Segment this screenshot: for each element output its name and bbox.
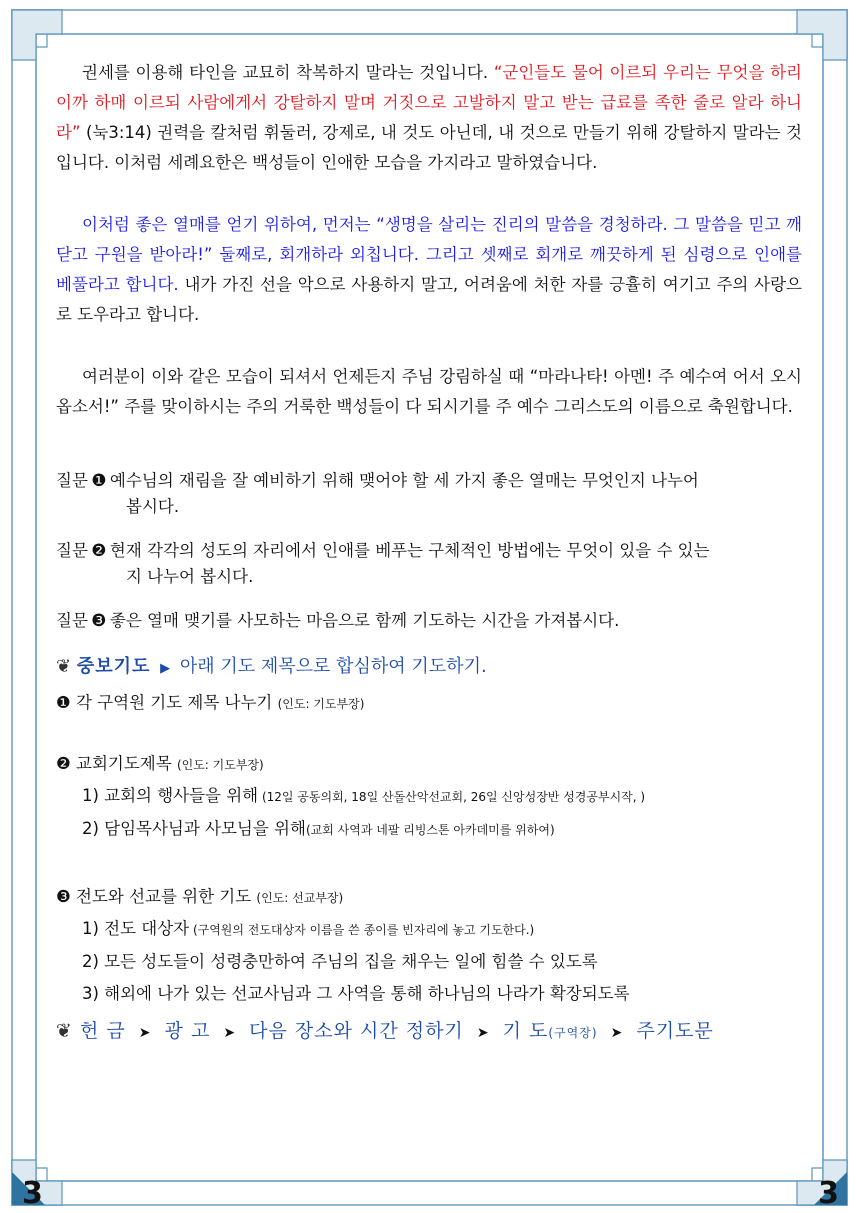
paragraph-2-rest: 내가 가진 선을 악으로 사용하지 말고, 어려움에 처한 자를 긍휼히 여기고 주의 사랑으로 도우라고 합니다. bbox=[56, 275, 802, 324]
paragraph-1-rest: (눅3:14) 권력을 칼처럼 휘둘러, 강제로, 내 것도 아닌데, 내 것으로 만들기 위해 강탈하지 말라는 것입니다. 이처럼 세례요한은 백성들이 인애한 모습을 가지라고 말하였습니다. bbox=[56, 123, 802, 172]
footer-step-prayer-note: (구역장) bbox=[548, 1026, 598, 1040]
number-1-icon: ❶ bbox=[56, 693, 71, 712]
question-2-cont: 지 나누어 봅시다. bbox=[126, 567, 254, 586]
question-label: 질문 bbox=[56, 471, 88, 490]
footer-step-announcements: 광 고 bbox=[164, 1020, 211, 1042]
prayer-item-text: 각 구역원 기도 제목 나누기 bbox=[76, 693, 273, 712]
number-2-icon: ❷ bbox=[91, 541, 107, 561]
flower-ornament-icon: ❦ bbox=[56, 656, 72, 677]
number-3-icon: ❸ bbox=[91, 611, 107, 631]
question-text: 현재 각각의 성도의 자리에서 인애를 베푸는 구체적인 방법에는 무엇이 있을 수 있는 bbox=[109, 541, 710, 560]
number-1-icon: ❶ bbox=[91, 471, 107, 491]
paragraph-3: 여러분이 이와 같은 모습이 되셔서 언제든지 주님 강림하실 때 “마라나타! 아멘! 주 예수여 어서 오시옵소서!” 주를 맞이하시는 주의 거룩한 백성들이 다 되시기를 주 예수 그리스도의 이름으로 축원합니다. bbox=[56, 367, 802, 416]
sub-item bbox=[56, 813, 802, 846]
sub-item-text: 3) 해외에 나가 있는 선교사님과 그 사역을 통해 하나님의 나라가 확장되도록 bbox=[82, 984, 630, 1003]
footer-step-schedule: 다음 장소와 시간 정하기 bbox=[249, 1020, 464, 1042]
footer-step-lords-prayer: 주기도문 bbox=[636, 1020, 714, 1042]
sub-item bbox=[56, 780, 802, 813]
worship-order-footer bbox=[56, 1016, 802, 1048]
intercessory-prayer-heading bbox=[56, 652, 802, 684]
question-text: 예수님의 재림을 잘 예비하기 위해 맺어야 할 세 가지 좋은 열매는 무엇인지 나누어 bbox=[109, 471, 699, 490]
prayer-item-3 bbox=[56, 882, 802, 913]
footer-step-offering: 헌 금 bbox=[79, 1020, 126, 1042]
sub-item bbox=[56, 913, 802, 946]
page-content bbox=[56, 58, 802, 1048]
section-title: 중보기도 bbox=[76, 656, 151, 677]
question-3 bbox=[56, 606, 802, 636]
sub-item bbox=[56, 978, 802, 1010]
prayer-item-text: 교회기도제목 bbox=[76, 754, 172, 773]
number-2-icon: ❷ bbox=[56, 754, 71, 773]
paragraph-1 bbox=[56, 58, 802, 178]
sub-item-text: 1) 전도 대상자 bbox=[82, 919, 190, 938]
sub-item bbox=[56, 946, 802, 978]
prayer-item-leader: (인도: 기도부장) bbox=[176, 758, 264, 772]
prayer-item-1 bbox=[56, 688, 802, 719]
sub-item-text: 2) 담임목사님과 사모님을 위해 bbox=[82, 819, 306, 838]
prayer-item-text: 전도와 선교를 위한 기도 bbox=[76, 887, 252, 906]
sub-item-note: (구역원의 전도대상자 이름을 쓴 종이를 빈자리에 놓고 기도한다.) bbox=[189, 923, 535, 937]
prayer-item-leader: (인도: 기도부장) bbox=[277, 697, 365, 711]
question-text: 좋은 열매 맺기를 사모하는 마음으로 함께 기도하는 시간을 가져봅시다. bbox=[109, 611, 620, 630]
flower-ornament-icon: ❦ bbox=[56, 1020, 73, 1042]
sub-item-note: (12일 공동의회, 18일 산돌산악선교회, 26일 신앙성장반 성경공부시작, ) bbox=[258, 790, 646, 804]
prayer-item-2 bbox=[56, 749, 802, 780]
page-number-left: 3 bbox=[22, 1176, 43, 1211]
prayer-item-leader: (인도: 선교부장) bbox=[256, 891, 344, 905]
section-instruction: 아래 기도 제목으로 합심하여 기도하기. bbox=[179, 656, 487, 677]
arrow-icon: ➤ bbox=[138, 1025, 152, 1041]
triangle-arrow-icon: ▶ bbox=[160, 661, 171, 676]
scripture-quote: “군인들도 물어 이르되 우리는 무엇을 하리이까 하매 이르되 사람에게서 강탈하지 말며 거짓으로 고발하지 말고 받는 급료를 족한 줄로 알라 하니라” bbox=[56, 63, 802, 142]
question-1-cont: 봅시다. bbox=[126, 497, 180, 516]
footer-step-prayer: 기 도 bbox=[502, 1020, 549, 1042]
paragraph-2 bbox=[56, 210, 802, 330]
page-number-right: 3 bbox=[818, 1176, 839, 1211]
sub-item-text: 1) 교회의 행사들을 위해 bbox=[82, 786, 259, 805]
arrow-icon: ➤ bbox=[223, 1025, 237, 1041]
sub-item-text: 2) 모든 성도들이 성령충만하여 주님의 집을 채우는 일에 힘쓸 수 있도록 bbox=[82, 952, 598, 971]
number-3-icon: ❸ bbox=[56, 887, 71, 906]
paragraph-1-lead: 권세를 이용해 타인을 교묘히 착복하지 말라는 것입니다. bbox=[82, 63, 494, 82]
paragraph-2-highlight: 이처럼 좋은 열매를 얻기 위하여, 먼저는 “생명을 살리는 진리의 말씀을 경청하라. 그 말씀을 믿고 깨닫고 구원을 받아라!” 둘째로, 회개하라 외칩니다. 그리고 셋째로 회개로 깨끗하게 된 심령으로 인애를 베풀라고 합니다. bbox=[56, 215, 802, 294]
question-label: 질문 bbox=[56, 611, 88, 630]
arrow-icon: ➤ bbox=[476, 1025, 490, 1041]
question-label: 질문 bbox=[56, 541, 88, 560]
sub-item-note: (교회 사역과 네팔 리빙스톤 아카데미를 위하여) bbox=[305, 823, 555, 837]
arrow-icon: ➤ bbox=[610, 1025, 624, 1041]
